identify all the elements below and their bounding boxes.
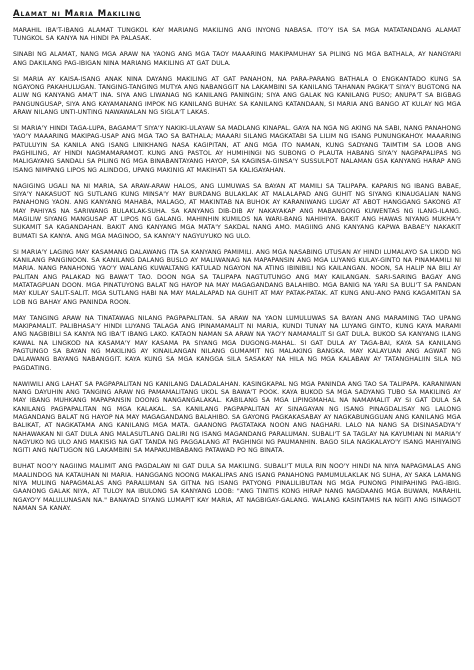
document-title: Alamat ni Maria Makiling (13, 9, 141, 19)
paragraph: SI MARIA'Y HINDI TAGA-LUPA, BAGAMA'T SIYA'Y NAKIKI-ULAYAW SA MADLANG KINAPAL. GAYA NA NGA NG AKING NA SABI, NANG PANAHONG YAO'Y MAAARING MAKIPAG-USAP ANG MGA TAO SA BATHALA; MAAARI SILANG MAGKATABI SA LILIM NG ISANG PUNUNGKAHOY. MAAARING PATULUYIN SA KANILA ANG ISANG LINIKHANG NASA KAGIPITAN, AT ANG MGA ITO NAMAN, KUNG SADYANG TAIMTIM SA LOOB ANG PAGHILING, AY HINDI NAGMAMARAMOT. KUNG ANG PASTOL AY HUMIHINGI NG SUBONG O PLAUTA HABANG SIYA'Y NAGPAPALIPAS NG MALIGAYANG SANDALI SA PILING NG MGA BINABANTAYANG HAYOP, SA KAGINSA-GINSA'Y SUSSULPOT NALAMAN GSA KANYANG HARAP ANG ISANG NIMPANG LIPOS NG ALINDOG, UPANG MAKINIG AT MAKIHATI SA KALIGAYAHAN. (13, 124, 461, 174)
paragraph: NAGIGING UGALI NA NI MARIA, SA ARAW-ARAW HALOS, ANG LUMUWAS SA BAYAN AT MAMILI SA TALIPAPA. KAPARIS NG IBANG BABAE, SIYA'Y NAKASUOT NG SUTLANG KUNG MINSA'Y MAY BURDANG BULAKLAK AT MALALAPAD ANG GUHIT NG SIYANG KINAUGALIAN NANG PANAHONG YAON. ANG KANYANG MAHABA, MALAGO, AT MAKINTAB NA BUHOK AY KARANIWANG LUGAY AT ABOT HANGGANG SAKONG AT MAY PAHIYAS NA SARIWANG BULAKLAK-SUHA. SA KANYANG DIB-DIB AY NAKAYAKAP ANG MABANGONG KUWENTAS NG ILANG-ILANG. MAGILIW SIYANG MANGUSAP AT LIPOS NG GALANG. MAHINHIN KUMILOS NA WARI-BANG NAHIHIYA. BAKIT ANG HAWAS NIYANG MUKHA'Y SUKAMIT SA KAGANDAHAN. BAKIT ANG KANYANG MGA MATA'Y SAKDAL NANG AMO. MAGIING ANG KANYANG KAPWA BABAE'Y NAKAKIT BUMATI SA KANYA. ANG MGA MAGINOO, SA KANYA'Y NAGYUYUKO NG ULO. (13, 182, 461, 240)
paragraph: NAWIWILI ANG LAHAT SA PAGPAPALITAN NG KANILANG DALADALAHAN. KASINGKAPAL NG MGA PANINDA ANG TAO SA TALIPAPA. KARANIWAN NANG DAYUHIN ANG TANGING ARAW NG PAMAMALITANG UKOL SA BAWA'T POOK. KAYA BUKOD SA MGA SADYANG TUBO SA MAKILING AY MAY IBANG MUHKANG MAPAPANSIN DOONG NANGANGALAKAL. KABILANG SA MGA LIPINGMAHAL NA NAMAMALIT AY SI GAT DULA SA KANILANG PAGPAPALITAN NG MGA KALAKAL. SA KANILANG PAGPAPALITAN AY SINAGAYAN NG ISANG PINAGDALISAY NG LALONG MAGANDANG BALAT NG HAYOP NA MAY MAGAGANDANG BALAHIBO. SA GAYONG PAGKAKASABAY AY NAGKABUNGGUAN ANG KANILANG MGA BALIKAT, AT NAGKATAMA ANG KANILANG MGA MATA. GAANONG PAGTATAKA NOON ANG NAGHARI. LALO NA NANG SA DISINASADYA'Y NAHAWAKAN NI GAT DULA ANG MALASUTLANG DALIRI NG ISANG MAGANDANG PARALUMAN. SUBALI'T SA TAGLAY NA KAYUMIAN NI MARIA'Y NAGYUKO NG ULO ANG MAKISIG NA GAT TANDA NG PAGGALANG AT PAGHINGI NG PAUMANHIN. BAGO SILA NAGKALAYO'Y ISANG MAHIYAING NGITI ANG NAITUGON NG LAKAMBINI SA MAPAKUMBABANG PATAWAD PO NG BINATA. (13, 380, 461, 455)
paragraph: SINABI NG ALAMAT, NANG MGA ARAW NA YAONG ANG MGA TAOY MAAARING MAKIPAMUHAY SA PILING NG MGA BATHALA, AY NANGYARI ANG DAKILANG PAG-IBIGAN NINA MARIANG MAKILING AT GAT DULA. (13, 51, 461, 67)
paragraph: SI MARIA'Y LAGING MAY KASAMANG DALAWANG ITA SA KANYANG PAMIMILI. ANG MGA NASABING UTUSAN AY HINDI LUMALAYO SA LIKOD NG KANILANG PANGINOON. SA KANILANG DALANG BUSLO AY MALIWANAG NA MAPAPANSIN ANG MGA LUYANG KULAY-GINTO NA PINAMAMILI NI MARIA. NANG PANAHONG YAO'Y WALANG KUWALTANG KATULAD NGAYON NA ATING IBINIBILI NG KAILANGAN. NOON, SA HALIP NA BILI AY PALITAN ANG PALAKAD NG BAWA'T TAO. DOON NGA SA TALIPAPA NAGTUTUNGO ANG MAY KAILANGAN. SARI-SARING BAGAY ANG MATATAGPUAN DOON. MGA PINATUYONG BALAT NG HAYOP NA MAY MAGAGANDANG BALAHIBO. MGA BANIG NA YARI SA BULI'T SA PANDAN MAY KULAY SALIT-SALIT. MGA SUTLANG HABI NA MAY MALALAPAD NA GUHIT AT MAY PATAK-PATAK. AT KUNG ANU-ANO PANG KAGAMITAN SA LOB NG BAHAY ANG PANINDA ROON. (13, 248, 461, 306)
paragraph: SI MARIA AY KAISA-ISANG ANAK NINA DAYANG MAKILING AT GAT PANAHON, NA PARA-PARANG BATHALA O ENGKANTADO KUNG SA NGAYONG PAKAHULUGAN. TANGING-TANGING MUTYA ANG NABANGGIT NA LAKAMBINI SA KANILANG TAHANAN PAGKA'T SIYA'Y BUGTONG NA ALIW NG KANYANG AMA'T INA. SIYA ANG LIWANAG NG KANILANG PANINGIN; SIYA ANG GALAK NG KANILANG PUSO; ANUPA'T SA BIGBAG PANGUNGUSAP, SIYA ANG KAYAMANANG IMPOK NG KANILANG BUHAY. SA KANILANG KATANDAAN, SI MARIA ANG BANGO AT KULAY NG MGA ARAW NILANG UNTI-UNTING NAWAWALAN NG SIGLA'T LAKAS. (13, 75, 461, 116)
paragraph: MAY TANGING ARAW NA TINATAWAG NILANG PAGPAPALITAN. SA ARAW NA YAON LUMULUWAS SA BAYAN ANG MARAMING TAO UPANG MAKIPAMALIT. PALIBHASA'Y HINDI LUYANG TALAGA ANG IPINAMAMALIT NI MARIA, KUNDI TUNAY NA LUYANG GINTO, KUNG KAYA MARAMI ANG NAGBIBILI SA KANYA NG IBA'T IBANG LAKO. KATAON NAMAN SA ARAW NA YAO'Y NAMAMALIT SI GAT DULA. BUKOD SA KANYANG ILANG KAWAL NA LINGKOD NA KASAMA'Y MAY KASAMA PA SIYANG MGA DUGONG-MAHAL. SI GAT DULA AY TAGA-BAI, KAYA SA KANILANG PAGTUNGO SA BAYAN NG MAKILING AY KINAILANGAN NILANG GUMAMIT NG MALAKING BANGKA. MAY KALAYUAN ANG AGWAT NG DALAWANG BAYANG NABANGGIT. KAYA KUNG SA MGA KANGGA SILA SASAKAY NA HILA NG MGA KALABAW AY TATANGHALIIN SILA NG PAGDATING. (13, 314, 461, 372)
paragraph: BUHAT NOO'Y NAGIING MALIMIT ANG PAGDALAW NI GAT DULA SA MAKILING. SUBALI'T MULA RIN NOO'Y HINDI NA NIYA NAPAGMALAS ANG MAALINDOG NA KATAUHAN NI MARIA. HANGGANG NOONG MAKALIPAS ANG ISANG PANAHONG PAMUMULAKLAK NG SUHA, AY SAKA LAMANG NIYA MULING NAPAGMALAS ANG PARALUMAN SA GITNA NG ISANG PATYONG PINALILIBUTAN NG MGA PUNONG PINIPAHING PAG-IBIG. GAANONG GALAK NIYA, AT TULOY NA IBULONG SA KANYANG LOOB: "ANG TINITIS KONG HIRAP NANG NAGDAANG MGA BUWAN, MARAHIL NGAYO'Y MALULUNASAN NA." BANAYAD SIYANG LUMAPIT KAY MARIA, AT NAGBIGAY-GALANG. WALANG KASINTAMIS NA NGITI ANG ISINAGOT NAMAN SA KANAY. (13, 463, 461, 512)
paragraph: MARAHIL IBA'T-IBANG ALAMAT TUNGKOL KAY MARIANG MAKILING ANG INYONG NABASA. ITO'Y ISA SA MGA MATATANDANG ALAMAT TUNGKOL SA KANYA NA HINDI PA PALASAK. (13, 27, 461, 43)
